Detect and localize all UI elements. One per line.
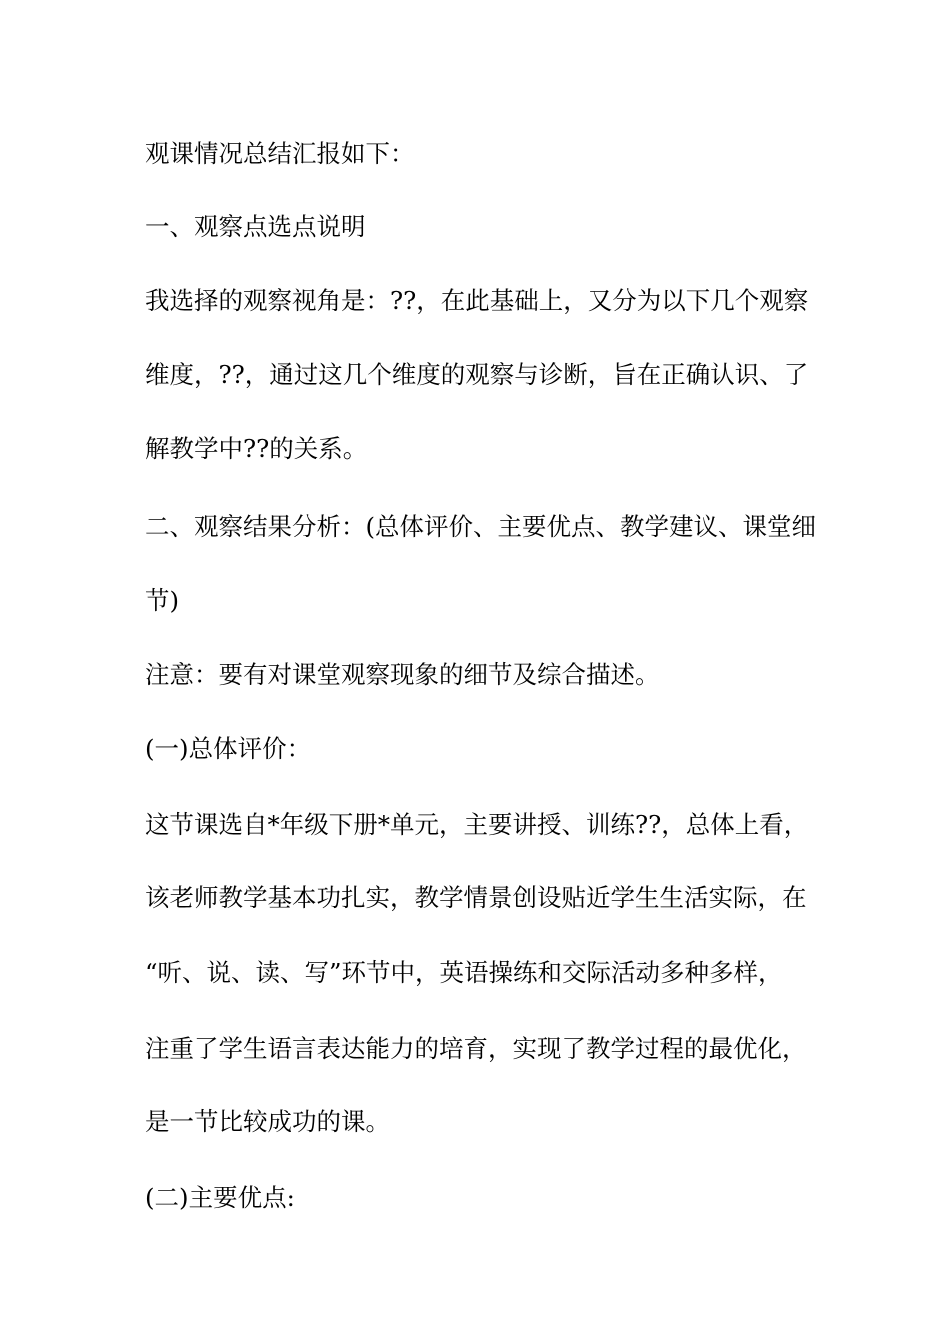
paragraph-line: 该老师教学基本功扎实，教学情景创设贴近学生生活实际，在 xyxy=(145,883,807,912)
paragraph-line: 这节课选自*年级下册*单元，主要讲授、训练??，总体上看， xyxy=(145,810,809,839)
section-heading-observation-points: 一、观察点选点说明 xyxy=(145,212,366,241)
paragraph-line: 是一节比较成功的课。 xyxy=(145,1107,390,1136)
paragraph-line: 维度，??，通过这几个维度的观察与诊断，旨在正确认识、了 xyxy=(145,360,809,389)
subheading-main-strengths: (二)主要优点: xyxy=(145,1183,295,1212)
paragraph-line: 注重了学生语言表达能力的培育，实现了教学过程的最优化， xyxy=(145,1034,807,1063)
subheading-overall-evaluation: (一)总体评价： xyxy=(145,734,312,763)
section-heading-analysis: 二、观察结果分析：(总体评价、主要优点、教学建议、课堂细 xyxy=(145,512,817,541)
paragraph-line: “听、说、读、写”环节中，英语操练和交际活动多种多样， xyxy=(145,958,783,987)
paragraph-line: 我选择的观察视角是：??，在此基础上，又分为以下几个观察 xyxy=(145,286,809,315)
intro-line: 观课情况总结汇报如下： xyxy=(145,139,415,168)
note-line: 注意：要有对课堂观察现象的细节及综合描述。 xyxy=(145,660,660,689)
section-heading-analysis-cont: 节) xyxy=(145,586,180,615)
paragraph-line: 解教学中??的关系。 xyxy=(145,434,368,463)
